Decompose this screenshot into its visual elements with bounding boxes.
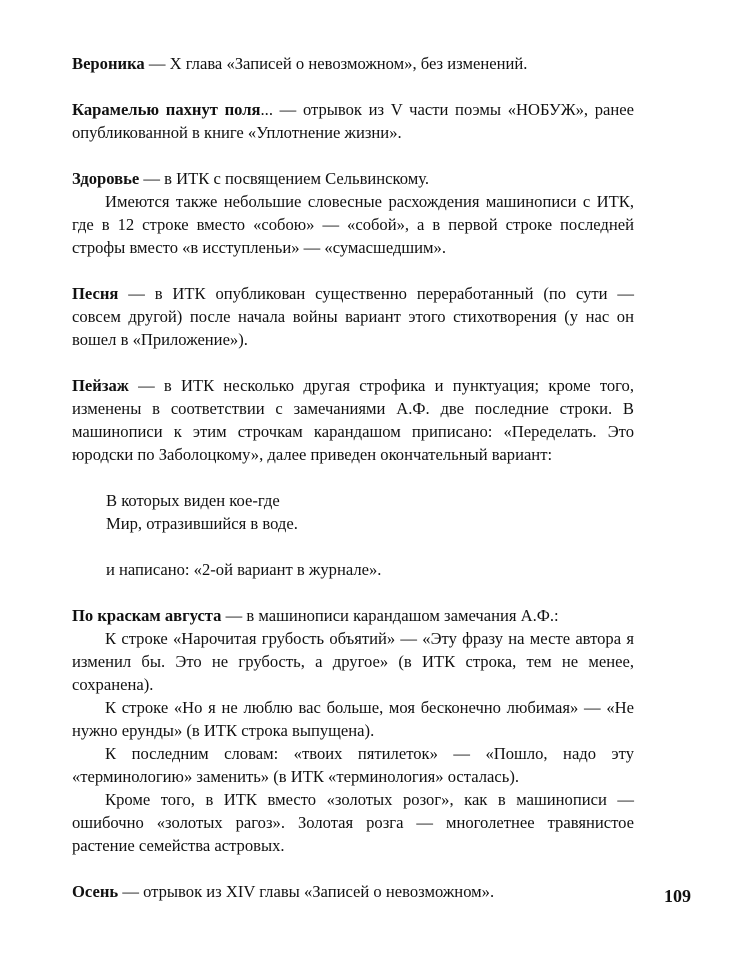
- entry-paragraph: [72, 880, 634, 903]
- entry-text: — в ИТК опубликован существенно переработанный (по сути — совсем другой) после начала войны вариант этого стихотворения (у нас он вошел в «Приложение»).: [72, 284, 634, 349]
- remark-paragraph: К строке «Нарочитая грубость объятий» — «Эту фразу на месте автора я изменил бы. Это не грубость, а другое» (в ИТК строка, тем не менее, сохранена).: [72, 629, 634, 694]
- page-number: 109: [664, 886, 691, 906]
- entry-text: — отрывок из XIV главы «Записей о невозможном».: [118, 882, 495, 901]
- remark-paragraph: К строке «Но я не люблю вас больше, моя бесконечно любимая» — «Не нужно ерунды» (в ИТК строка выпущена).: [72, 698, 634, 740]
- entry-term: Пейзаж: [72, 376, 129, 395]
- entry-text: — в ИТК несколько другая строфика и пунктуация; кроме того, изменены в соответствии с замечаниями А.Ф. две последние строки. В машинописи к этим строчкам карандашом приписано: «Переделать. Это юродски по Заболоцкому», далее приведен окончательный вариант:: [72, 376, 634, 464]
- entry-term: Карамелью пахнут поля: [72, 100, 261, 119]
- document-body: [72, 52, 634, 926]
- entry-pesnya: [72, 282, 634, 351]
- entry-paragraph: [72, 604, 634, 627]
- entry-paragraph: [72, 167, 634, 190]
- entry-term: По краскам августа: [72, 606, 222, 625]
- verse-note: и написано: «2-ой вариант в журнале».: [106, 560, 382, 579]
- verse-quote: [106, 489, 634, 535]
- remark-paragraph: К последним словам: «твоих пятилеток» — «Пошло, надо эту «терминологию» заменить» (в ИТК «терминология» осталась).: [72, 744, 634, 786]
- verse-line: В которых виден кое-где: [106, 491, 280, 510]
- entry-term: Здоровье: [72, 169, 140, 188]
- entry-text: — в ИТК с посвящением Сельвинскому.: [139, 169, 430, 188]
- verse-line: Мир, отразившийся в воде.: [106, 514, 298, 533]
- entry-paragraph: [72, 374, 634, 466]
- remark-paragraph: Кроме того, в ИТК вместо «золотых розог», как в машинописи — ошибочно «золотых рагоз». Золотая розга — многолетнее травянистое растение семейства астровых.: [72, 790, 634, 855]
- entry-osen: [72, 880, 634, 903]
- entry-zdorovie: [72, 167, 634, 259]
- entry-veronika: [72, 52, 634, 75]
- entry-peizazh: [72, 374, 634, 581]
- entry-term: Осень: [72, 882, 119, 901]
- entry-text: ... — отрывок из V части поэмы «НОБУЖ», ранее опубликованной в книге «Уплотнение жизни».: [72, 100, 634, 142]
- entry-karamelyu: [72, 98, 634, 144]
- entry-po-kraskam-avgusta: [72, 604, 634, 857]
- entry-paragraph: [72, 52, 634, 75]
- entry-paragraph: [72, 282, 634, 351]
- entry-term: Вероника: [72, 54, 145, 73]
- entry-paragraph: [72, 98, 634, 144]
- entry-text: — в машинописи карандашом замечания А.Ф.:: [221, 606, 559, 625]
- entry-text: — X глава «Записей о невозможном», без изменений.: [144, 54, 528, 73]
- entry-extra-paragraph: Имеются также небольшие словесные расхождения машинописи с ИТК, где в 12 строке вместо «собою» — «собой», а в первой строке последней строфы вместо «в исступленьи» — «сумасшедшим».: [72, 192, 634, 257]
- entry-term: Песня: [72, 284, 119, 303]
